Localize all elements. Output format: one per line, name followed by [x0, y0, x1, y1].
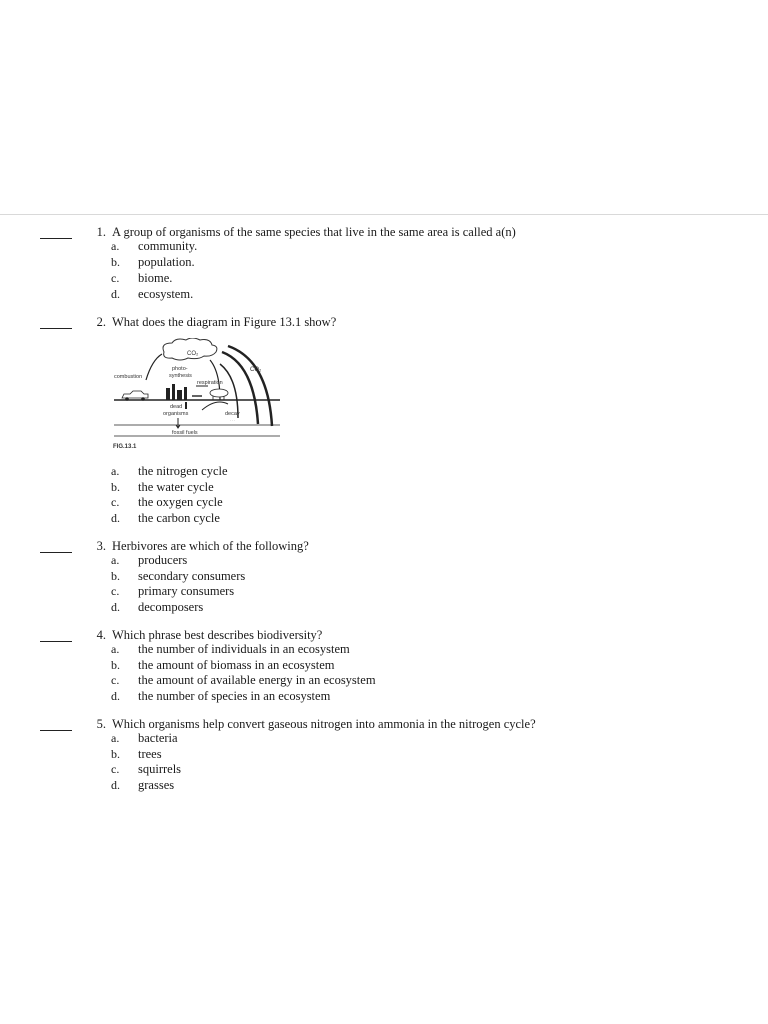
option-letter: b.	[111, 658, 120, 672]
option-letter: c.	[111, 762, 120, 776]
page-divider	[0, 214, 768, 215]
option-letter: b.	[111, 255, 120, 269]
option-text: the carbon cycle	[138, 511, 220, 525]
option-c	[0, 584, 768, 600]
option-letter: c.	[111, 673, 120, 687]
option-text: decomposers	[138, 600, 204, 614]
option-letter: b.	[111, 480, 120, 494]
question-number: 2.	[96, 315, 106, 329]
option-text: trees	[138, 747, 162, 761]
option-text: grasses	[138, 778, 175, 792]
option-letter: a.	[111, 464, 120, 478]
option-d	[0, 778, 768, 794]
option-text: the amount of biomass in an ecosystem	[138, 658, 335, 672]
option-text: biome.	[138, 271, 173, 285]
label-respiration: respiration	[197, 380, 223, 386]
label-combustion: combustion	[114, 374, 143, 380]
option-letter: c.	[111, 495, 120, 509]
option-letter: b.	[111, 569, 120, 583]
question-stem: Which phrase best describes biodiversity?	[112, 628, 323, 642]
option-letter: d.	[111, 689, 120, 703]
decay-dots: . . .	[230, 417, 235, 422]
option-letter: d.	[111, 287, 120, 301]
option-text: secondary consumers	[138, 569, 246, 583]
option-text: the number of individuals in an ecosystem	[138, 642, 350, 656]
answer-blank[interactable]	[40, 328, 72, 329]
option-text: primary consumers	[138, 584, 235, 598]
option-d	[0, 287, 768, 303]
option-a	[0, 553, 768, 569]
option-a	[0, 642, 768, 658]
question-stem: A group of organisms of the same species that live in the same area is called a(n)	[112, 225, 516, 239]
label-dead-organisms-1: dead	[170, 404, 183, 410]
option-letter: d.	[111, 511, 120, 525]
option-text: the water cycle	[138, 480, 214, 494]
option-text: the number of species in an ecosystem	[138, 689, 331, 703]
animal-icon	[210, 389, 228, 400]
label-co2-side: CO₂	[250, 367, 262, 373]
option-letter: a.	[111, 239, 120, 253]
option-text: producers	[138, 553, 188, 567]
option-letter: b.	[111, 747, 120, 761]
figure-caption: FIG.13.1	[113, 444, 137, 450]
option-text: ecosystem.	[138, 287, 194, 301]
option-a	[0, 731, 768, 747]
option-text: the nitrogen cycle	[138, 464, 228, 478]
option-text: bacteria	[138, 731, 178, 745]
question-stem: Which organisms help convert gaseous nitrogen into ammonia in the nitrogen cycle?	[112, 717, 536, 731]
question-stem: Herbivores are which of the following?	[112, 539, 309, 553]
option-text: the oxygen cycle	[138, 495, 223, 509]
option-a	[0, 464, 768, 480]
carbon-cycle-figure	[112, 338, 282, 459]
option-b	[0, 255, 768, 271]
question-number: 3.	[96, 539, 106, 553]
option-c	[0, 495, 768, 511]
option-c	[0, 271, 768, 287]
option-letter: d.	[111, 778, 120, 792]
option-b	[0, 747, 768, 763]
option-c	[0, 762, 768, 778]
label-fossil-fuels: fossil fuels	[172, 430, 198, 436]
option-d	[0, 600, 768, 616]
plants-icon	[166, 384, 187, 400]
question-number: 5.	[96, 717, 106, 731]
option-d	[0, 689, 768, 705]
label-co2-cloud: CO₂	[187, 351, 199, 357]
option-text: community.	[138, 239, 198, 253]
label-photosynthesis-1: photo-	[172, 366, 188, 372]
option-letter: c.	[111, 584, 120, 598]
option-a	[0, 239, 768, 255]
option-b	[0, 658, 768, 674]
option-d	[0, 511, 768, 527]
option-text: the amount of available energy in an ecosystem	[138, 673, 376, 687]
label-photosynthesis-2: synthesis	[169, 373, 192, 379]
carbon-cycle-diagram	[112, 338, 282, 454]
dead-organisms-marker	[185, 402, 187, 409]
option-letter: a.	[111, 642, 120, 656]
option-c	[0, 673, 768, 689]
option-b	[0, 569, 768, 585]
decay-arrow-icon	[202, 402, 228, 410]
question-number: 4.	[96, 628, 106, 642]
option-letter: d.	[111, 600, 120, 614]
question-number: 1.	[96, 225, 106, 239]
option-letter: a.	[111, 731, 120, 745]
option-b	[0, 480, 768, 496]
label-dead-organisms-2: organisms	[163, 411, 189, 417]
option-text: squirrels	[138, 762, 182, 776]
label-decay: decay	[225, 411, 240, 417]
option-text: population.	[138, 255, 195, 269]
option-letter: a.	[111, 553, 120, 567]
question-stem: What does the diagram in Figure 13.1 show?	[112, 315, 337, 329]
combustion-arrow-icon	[146, 354, 162, 380]
option-letter: c.	[111, 271, 120, 285]
